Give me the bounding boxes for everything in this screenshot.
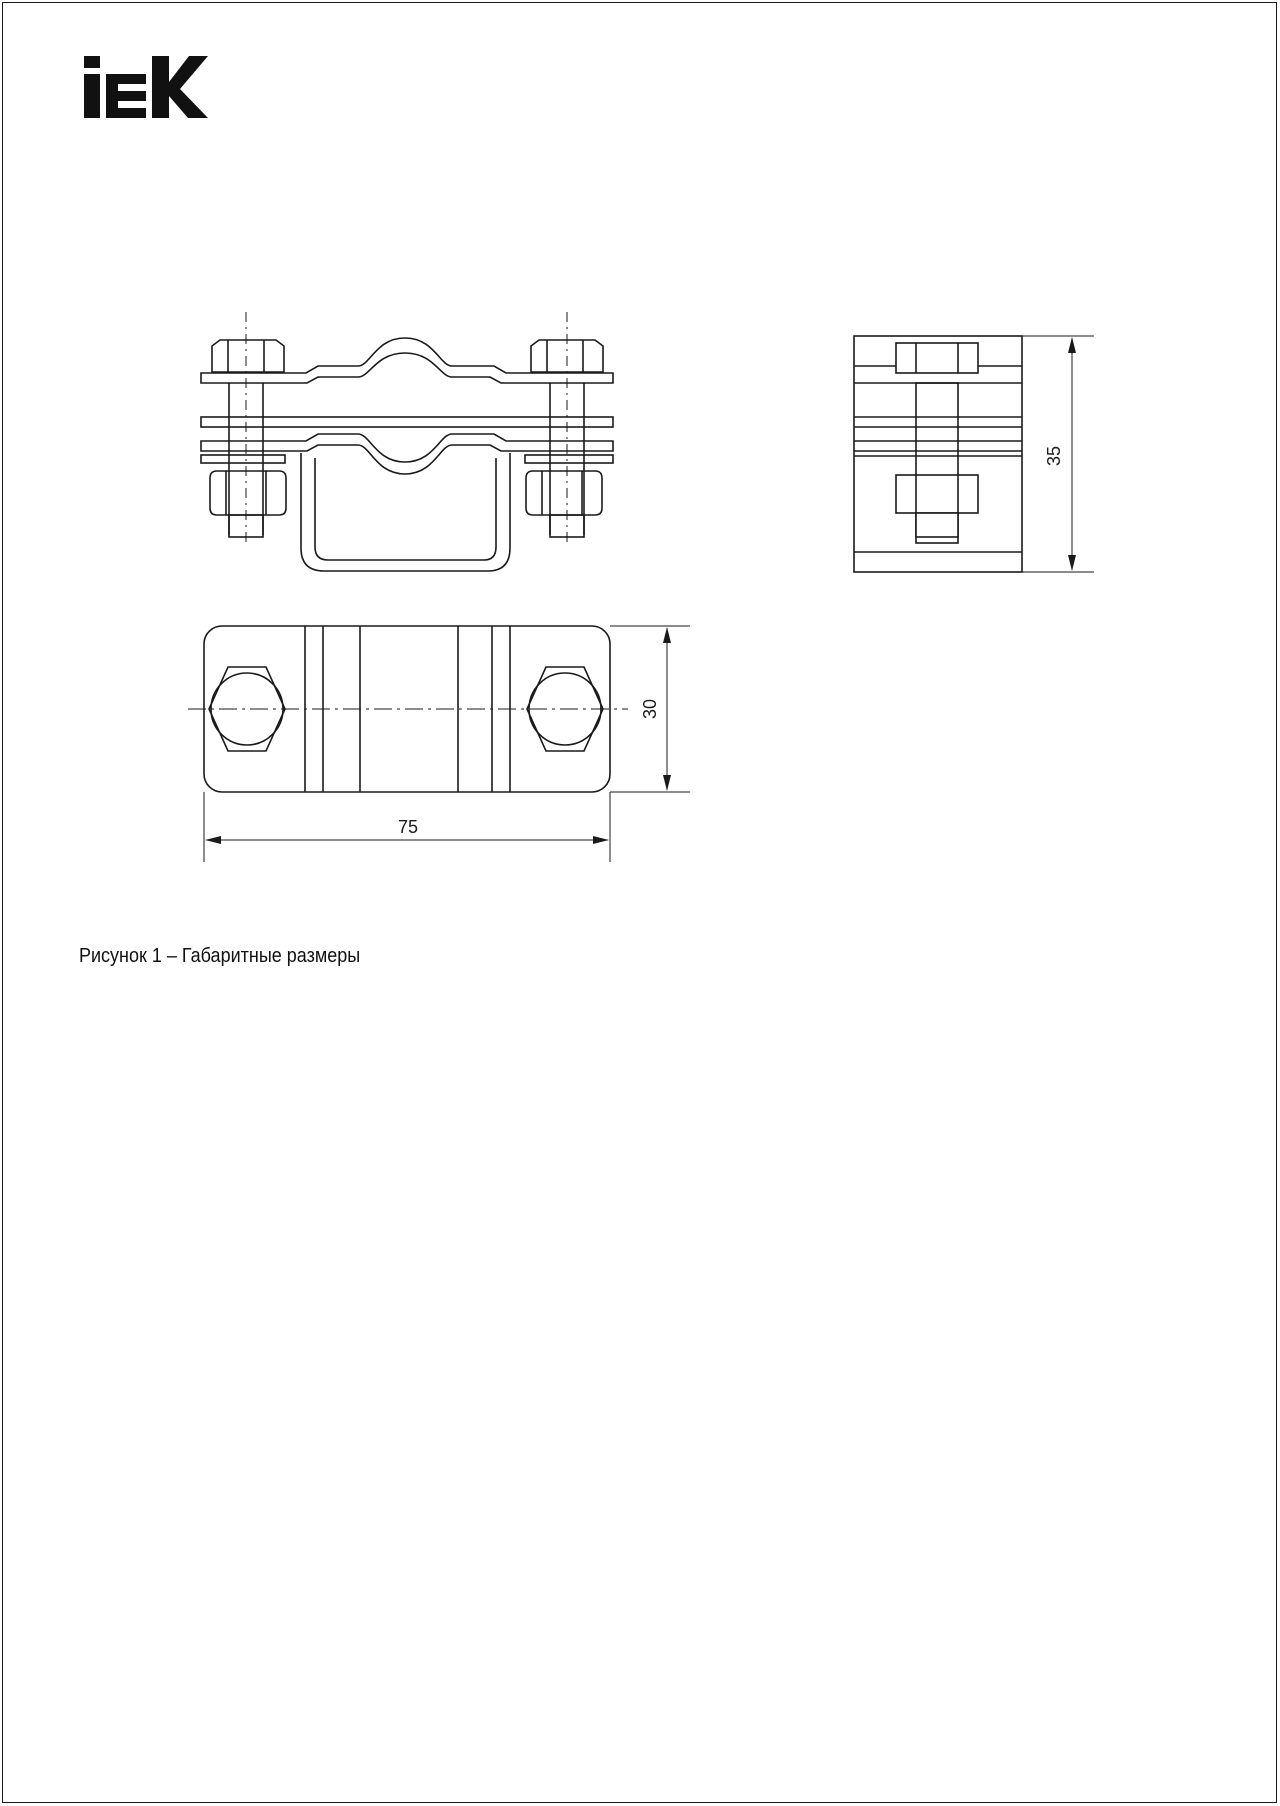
dimension-width-label: 30 bbox=[640, 698, 660, 720]
top-view bbox=[188, 626, 690, 862]
figure-caption: Рисунок 1 – Габаритные размеры bbox=[79, 945, 361, 967]
dimension-length-label: 75 bbox=[397, 817, 419, 837]
front-view bbox=[201, 312, 613, 571]
dimension-height-label: 35 bbox=[1044, 445, 1064, 467]
